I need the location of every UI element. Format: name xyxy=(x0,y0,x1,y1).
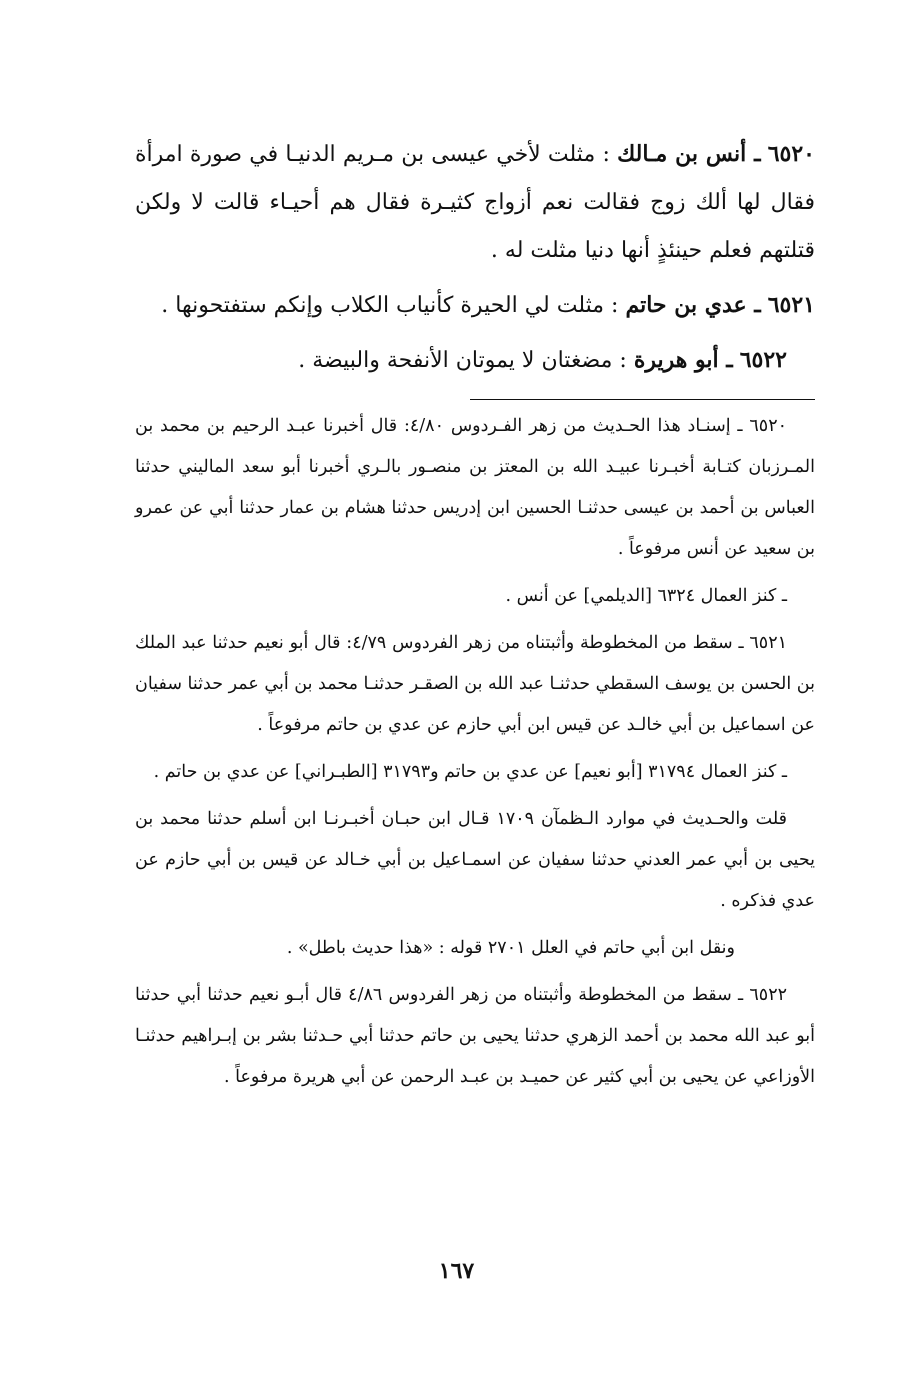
hadith-number: ٦٥٢٢ xyxy=(739,347,787,373)
page-number: ١٦٧ xyxy=(438,1258,475,1284)
hadith-text: : مثلت لي الحيرة كأنياب الكلاب وإنكم ستفتحونها . xyxy=(161,293,619,318)
hadith-number: ٦٥٢٠ xyxy=(767,141,815,167)
hadith-entry-6521: ٦٥٢١ ـ عدي بن حاتم : مثلت لي الحيرة كأنياب الكلاب وإنكم ستفتحونها . xyxy=(161,292,815,318)
footnote-kanz-6521: ـ كنز العمال ٣١٧٩٤ [أبو نعيم] عن عدي بن حاتم و٣١٧٩٣ [الطبـراني] عن عدي بن حاتم . xyxy=(153,762,787,782)
hadith-entry-6520: ٦٥٢٠ ـ أنس بن مـالك : مثلت لأخي عيسى بن مـريم الدنيـا في صورة امرأة فقال لها ألك زوج فقالت نعم أزواج كثيـرة فقال هم أحيـاء قالت لا ولكن قتلتهم فعلم حينئذٍ أنها دنيا مثلت له . xyxy=(135,141,815,263)
footnote-6521: ٦٥٢١ ـ سقط من المخطوطة وأثبتناه من زهر الفردوس ٤/٧٩: قال أبو نعيم حدثنا عبد الملك بن الحسن بن يوسف السقطي حدثنـا عبد الله بن الصقـر حدثنـا محمد بن أبي عمر حدثنا سفيان عن اسماعيل بن أبي خالـد عن قيس ابن أبي حازم عن عدي بن حاتم مرفوعاً . xyxy=(135,633,815,735)
hadith-narrator: عدي بن حاتم xyxy=(625,292,747,318)
footnote-kanz-6520: ـ كنز العمال ٦٣٢٤ [الديلمي] عن أنس . xyxy=(505,586,787,606)
hadith-narrator: أبو هريرة xyxy=(633,347,719,373)
footnote-separator xyxy=(470,399,815,400)
hadith-narrator: أنس بن مـالك xyxy=(617,141,747,167)
footnote-6522: ٦٥٢٢ ـ سقط من المخطوطة وأثبتناه من زهر الفردوس ٤/٨٦ قال أبـو نعيم حدثنا أبي حدثنا أبو عبد الله محمد بن أحمد الزهري حدثنا يحيى بن حاتم حدثنا أبي حـدثنا بشر بن إبـراهيم حدثنـا الأوزاعي عن يحيى بن أبي كثير عن حميـد بن عبـد الرحمن عن أبي هريرة مرفوعاً . xyxy=(135,985,815,1087)
hadith-text: : مضغتان لا يموتان الأنفحة والبيضة . xyxy=(298,348,627,373)
main-text xyxy=(135,130,815,385)
page-body xyxy=(135,130,815,1104)
footnote-ilal: ونقل ابن أبي حاتم في العلل ٢٧٠١ قوله : «هذا حديث باطل» . xyxy=(286,938,735,958)
footnotes xyxy=(135,406,815,1098)
hadith-number: ٦٥٢١ xyxy=(767,292,815,318)
footnote-6520: ٦٥٢٠ ـ إسنـاد هذا الحـديث من زهر الفـردوس ٤/٨٠: قال أخبرنا عبـد الرحيم بن محمد بن المـرزبان كتـابة أخبـرنا عبيـد الله بن المعتز بن منصـور بالـري أخبرنا أبو سعد الماليني حدثنا العباس بن أحمد بن عيسى حدثنـا الحسين ابن إدريس حدثنا هشام بن عمار حدثنا أبي عن عمرو بن سعيد عن أنس مرفوعاً . xyxy=(135,416,815,559)
footnote-mawarid: قلت والحـديث في موارد الـظمآن ١٧٠٩ قـال ابن حبـان أخبـرنـا ابن أسلم حدثنا محمد بن يحيى بن أبي عمر العدني حدثنا سفيان عن اسمـاعيل بن أبي خـالد عن قيس بن أبي حازم عن عدي فذكره . xyxy=(135,809,815,911)
hadith-text: : مثلت لأخي عيسى بن مـريم الدنيـا في صورة امرأة فقال لها ألك زوج فقالت نعم أزواج كثيـرة فقال هم أحيـاء قالت لا ولكن قتلتهم فعلم حينئذٍ أنها دنيا مثلت له . xyxy=(135,142,815,263)
hadith-entry-6522: ٦٥٢٢ ـ أبو هريرة : مضغتان لا يموتان الأنفحة والبيضة . xyxy=(298,347,787,373)
